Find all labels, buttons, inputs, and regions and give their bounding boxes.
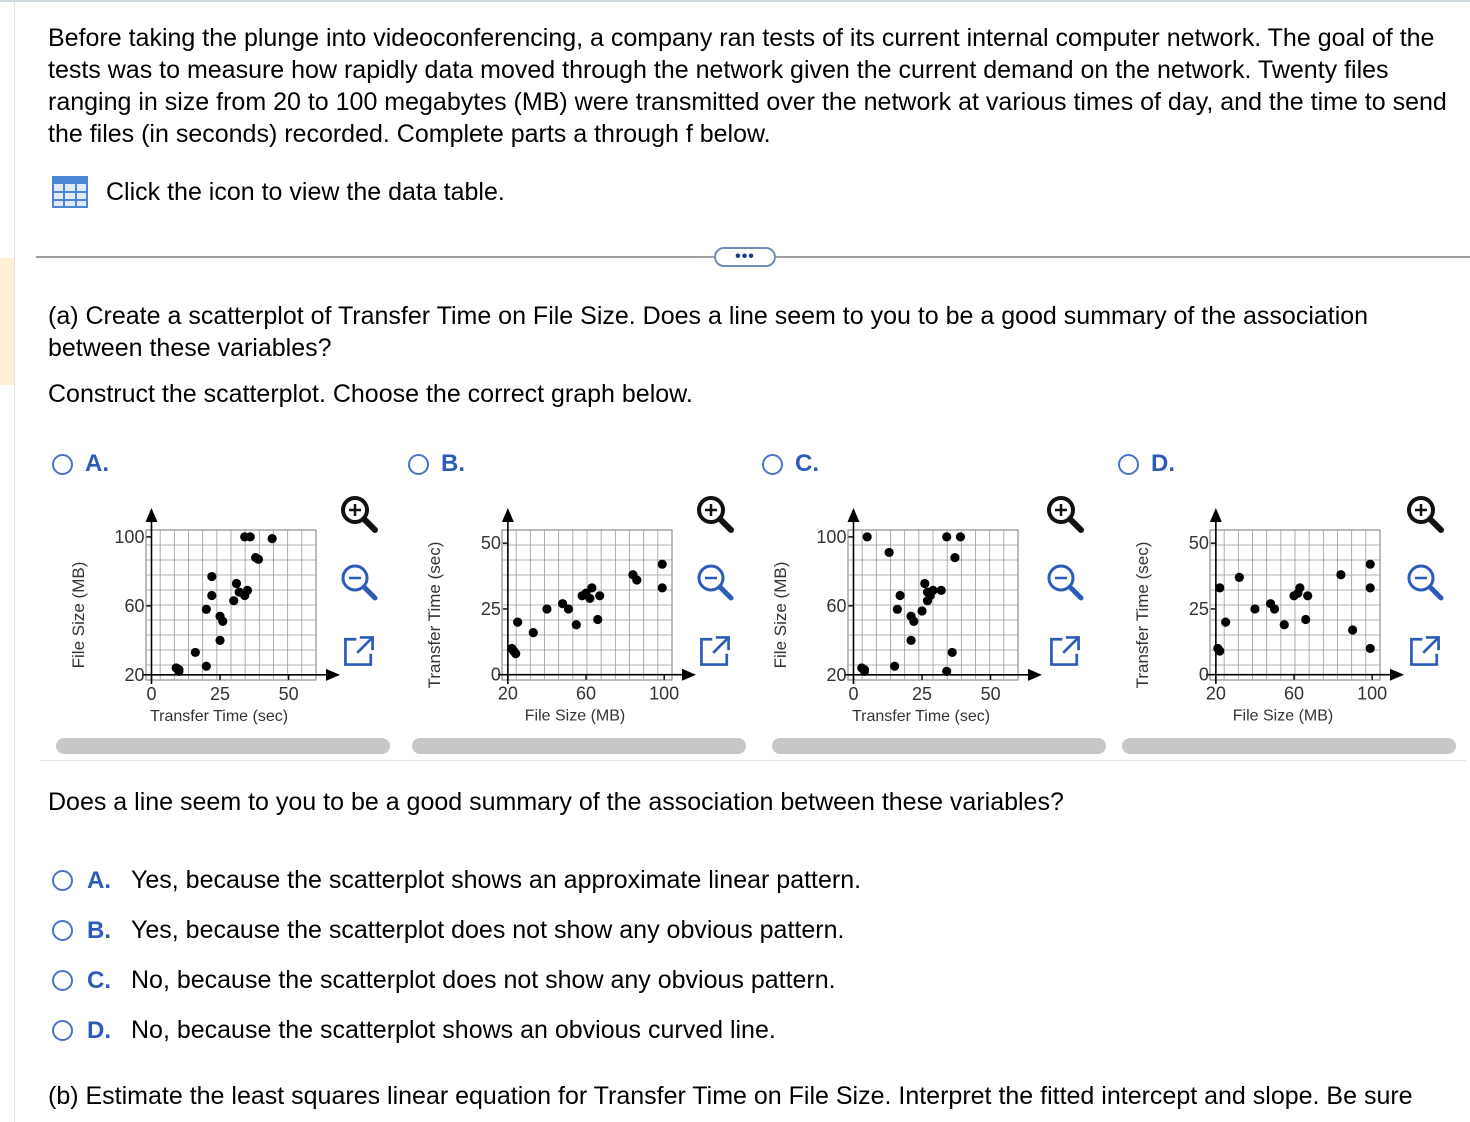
zoom-in-button[interactable] [338, 494, 380, 536]
data-point [243, 586, 252, 595]
radio-button[interactable] [762, 454, 783, 475]
scatterplot-d [1104, 490, 1424, 740]
data-point [1366, 644, 1375, 653]
data-point [207, 591, 216, 600]
zoom-in-icon [338, 494, 380, 536]
table-icon[interactable] [52, 176, 88, 208]
data-point [1348, 625, 1357, 634]
option-letter: C. [795, 450, 819, 477]
data-point [1295, 583, 1304, 592]
radio-button[interactable] [408, 454, 429, 475]
answer-option-c[interactable] [52, 966, 836, 995]
data-point [920, 579, 929, 588]
data-point [268, 534, 277, 543]
y-tick-label: 25 [1188, 598, 1209, 619]
data-point [632, 575, 641, 584]
x-axis-arrow [326, 669, 340, 681]
x-tick-label: 50 [278, 683, 299, 704]
zoom-out-icon [338, 562, 380, 604]
x-axis-label: Transfer Time (sec) [851, 707, 991, 725]
data-point [229, 596, 238, 605]
data-point [917, 606, 926, 615]
y-tick-label: 60 [124, 595, 145, 616]
x-axis-arrow [1390, 669, 1404, 681]
y-axis-label: File Size (MB) [69, 561, 88, 669]
data-point [1301, 615, 1310, 624]
data-point [937, 586, 946, 595]
option-letter: D. [87, 1016, 111, 1044]
graph-panel-scrollbar[interactable] [1122, 738, 1456, 754]
data-point [529, 628, 538, 637]
graph-option-c[interactable] [762, 450, 819, 478]
data-point [513, 618, 522, 627]
data-point [174, 667, 183, 676]
data-point [207, 572, 216, 581]
popout-icon [1406, 632, 1444, 670]
zoom-out-button[interactable] [338, 562, 380, 604]
radio-button[interactable] [1118, 454, 1139, 475]
radio-button[interactable] [52, 920, 73, 941]
x-axis-arrow [682, 669, 696, 681]
zoom-in-icon [1044, 494, 1086, 536]
data-point [956, 532, 965, 541]
data-point [658, 583, 667, 592]
data-point [1215, 583, 1224, 592]
data-point [895, 591, 904, 600]
data-point [863, 532, 872, 541]
y-axis-label: Transfer Time (sec) [1133, 541, 1152, 689]
data-point [593, 615, 602, 624]
answer-text: No, because the scatterplot shows an obvious curved line. [131, 1016, 776, 1044]
top-border [0, 0, 1470, 2]
y-tick-label: 25 [480, 598, 501, 619]
data-point [1366, 560, 1375, 569]
popout-button[interactable] [696, 632, 738, 674]
zoom-out-button[interactable] [1044, 562, 1086, 604]
graph-panel-scrollbar[interactable] [412, 738, 746, 754]
popout-button[interactable] [1406, 632, 1448, 674]
y-tick-label: 60 [826, 595, 847, 616]
y-axis-arrow [502, 508, 514, 522]
y-tick-label: 50 [1188, 533, 1209, 554]
x-tick-label: 0 [146, 683, 157, 704]
x-tick-label: 60 [576, 683, 597, 704]
y-axis-arrow [1210, 508, 1222, 522]
data-point [232, 579, 241, 588]
option-letter: D. [1151, 450, 1175, 477]
option-letter: A. [85, 450, 109, 477]
data-point [1250, 604, 1259, 613]
data-point [1270, 604, 1279, 613]
zoom-in-button[interactable] [1044, 494, 1086, 536]
zoom-in-icon [1404, 494, 1446, 536]
data-point [893, 605, 902, 614]
data-point [885, 548, 894, 557]
x-axis-label: File Size (MB) [1232, 707, 1334, 725]
graph-option-a[interactable] [52, 450, 109, 478]
y-axis-arrow [145, 508, 157, 522]
y-axis-label: File Size (MB) [771, 561, 790, 669]
data-point [1336, 570, 1345, 579]
popout-button[interactable] [1046, 632, 1088, 674]
x-tick-label: 20 [497, 683, 518, 704]
popout-button[interactable] [340, 632, 382, 674]
popout-icon [1046, 632, 1084, 670]
answer-option-d[interactable] [52, 1016, 776, 1045]
expand-more-button[interactable]: ••• [714, 247, 776, 267]
x-tick-label: 100 [649, 683, 680, 704]
zoom-in-icon [694, 494, 736, 536]
x-tick-label: 100 [1357, 683, 1388, 704]
data-point [1221, 618, 1230, 627]
answer-option-b[interactable] [52, 916, 844, 945]
graph-panel-scrollbar[interactable] [56, 738, 390, 754]
answer-text: Yes, because the scatterplot shows an approximate linear pattern. [131, 866, 862, 894]
data-point [511, 649, 520, 658]
zoom-out-icon [694, 562, 736, 604]
x-axis-label: File Size (MB) [524, 707, 626, 725]
data-table-link-text[interactable]: Click the icon to view the data table. [106, 177, 505, 206]
data-point [890, 662, 899, 671]
problem-statement: Before taking the plunge into videoconferencing, a company ran tests of its current internal computer network. The goal of the tests was to measure how rapidly data moved through the network given the current demand on the network. Twenty files ranging in size from 20 to 100 megabytes (MB) were transmitted over the network at various times of day, and the time to send the files (in seconds) recorded. Complete parts a through f below. [48, 24, 1447, 148]
part-b-question: (b) Estimate the least squares linear equation for Transfer Time on File Size. Interpret the fitted intercept and slope. Be sure [48, 1082, 1413, 1110]
data-point [1280, 620, 1289, 629]
left-border [14, 0, 15, 1122]
part-a-question: (a) Create a scatterplot of Transfer Time on File Size. Does a line seem to you to be a good summary of the association between these variables? [48, 302, 1369, 362]
y-tick-label: 20 [826, 664, 847, 685]
data-point [218, 617, 227, 626]
data-point [191, 648, 200, 657]
y-tick-label: 100 [114, 526, 145, 547]
graph-panel-bottom-border [40, 760, 1466, 761]
data-point [1215, 646, 1224, 655]
current-part-marker [0, 258, 14, 385]
y-tick-label: 0 [1198, 664, 1209, 685]
data-point [1303, 591, 1312, 600]
answer-text: No, because the scatterplot does not show any obvious pattern. [131, 966, 836, 994]
radio-button[interactable] [52, 1020, 73, 1041]
x-tick-label: 0 [848, 683, 859, 704]
option-letter: B. [441, 450, 465, 477]
data-table-link[interactable] [52, 176, 505, 208]
data-point [658, 560, 667, 569]
data-point [564, 604, 573, 613]
y-tick-label: 100 [816, 526, 847, 547]
data-point [215, 636, 224, 645]
x-tick-label: 20 [1205, 683, 1226, 704]
popout-icon [340, 632, 378, 670]
data-point [909, 617, 918, 626]
popout-icon [696, 632, 734, 670]
data-point [254, 555, 263, 564]
line-summary-question: Does a line seem to you to be a good summary of the association between these variables? [48, 788, 1064, 816]
y-axis-label: Transfer Time (sec) [425, 541, 444, 689]
data-point [572, 620, 581, 629]
data-point [202, 662, 211, 671]
x-tick-label: 25 [912, 683, 933, 704]
data-point [1366, 583, 1375, 592]
answer-text: Yes, because the scatterplot does not show any obvious pattern. [131, 916, 845, 944]
zoom-out-icon [1044, 562, 1086, 604]
data-point [202, 605, 211, 614]
data-point [948, 648, 957, 657]
zoom-in-button[interactable] [694, 494, 736, 536]
y-tick-label: 0 [490, 664, 501, 685]
y-axis-arrow [847, 508, 859, 522]
x-axis-label: Transfer Time (sec) [149, 707, 289, 725]
radio-button[interactable] [52, 454, 73, 475]
data-point [246, 532, 255, 541]
data-point [950, 553, 959, 562]
x-tick-label: 50 [980, 683, 1001, 704]
data-point [928, 586, 937, 595]
radio-button[interactable] [52, 870, 73, 891]
y-tick-label: 50 [480, 533, 501, 554]
zoom-in-button[interactable] [1404, 494, 1446, 536]
data-point [1235, 573, 1244, 582]
radio-button[interactable] [52, 970, 73, 991]
data-point [542, 604, 551, 613]
data-point [923, 596, 932, 605]
option-letter: C. [87, 966, 111, 994]
data-point [906, 636, 915, 645]
data-point [581, 589, 590, 598]
answer-option-a[interactable] [52, 866, 861, 895]
data-point [942, 667, 951, 676]
graph-panel-scrollbar[interactable] [772, 738, 1106, 754]
y-tick-label: 20 [124, 664, 145, 685]
zoom-out-icon [1404, 562, 1446, 604]
x-axis-arrow [1028, 669, 1042, 681]
graph-option-d[interactable] [1118, 450, 1175, 478]
data-point [595, 591, 604, 600]
graph-option-b[interactable] [408, 450, 465, 478]
zoom-out-button[interactable] [694, 562, 736, 604]
data-point [942, 532, 951, 541]
option-letter: A. [87, 866, 111, 894]
x-tick-label: 25 [210, 683, 231, 704]
zoom-out-button[interactable] [1404, 562, 1446, 604]
construct-prompt: Construct the scatterplot. Choose the correct graph below. [48, 380, 693, 408]
data-point [860, 667, 869, 676]
x-tick-label: 60 [1284, 683, 1305, 704]
option-letter: B. [87, 916, 111, 944]
